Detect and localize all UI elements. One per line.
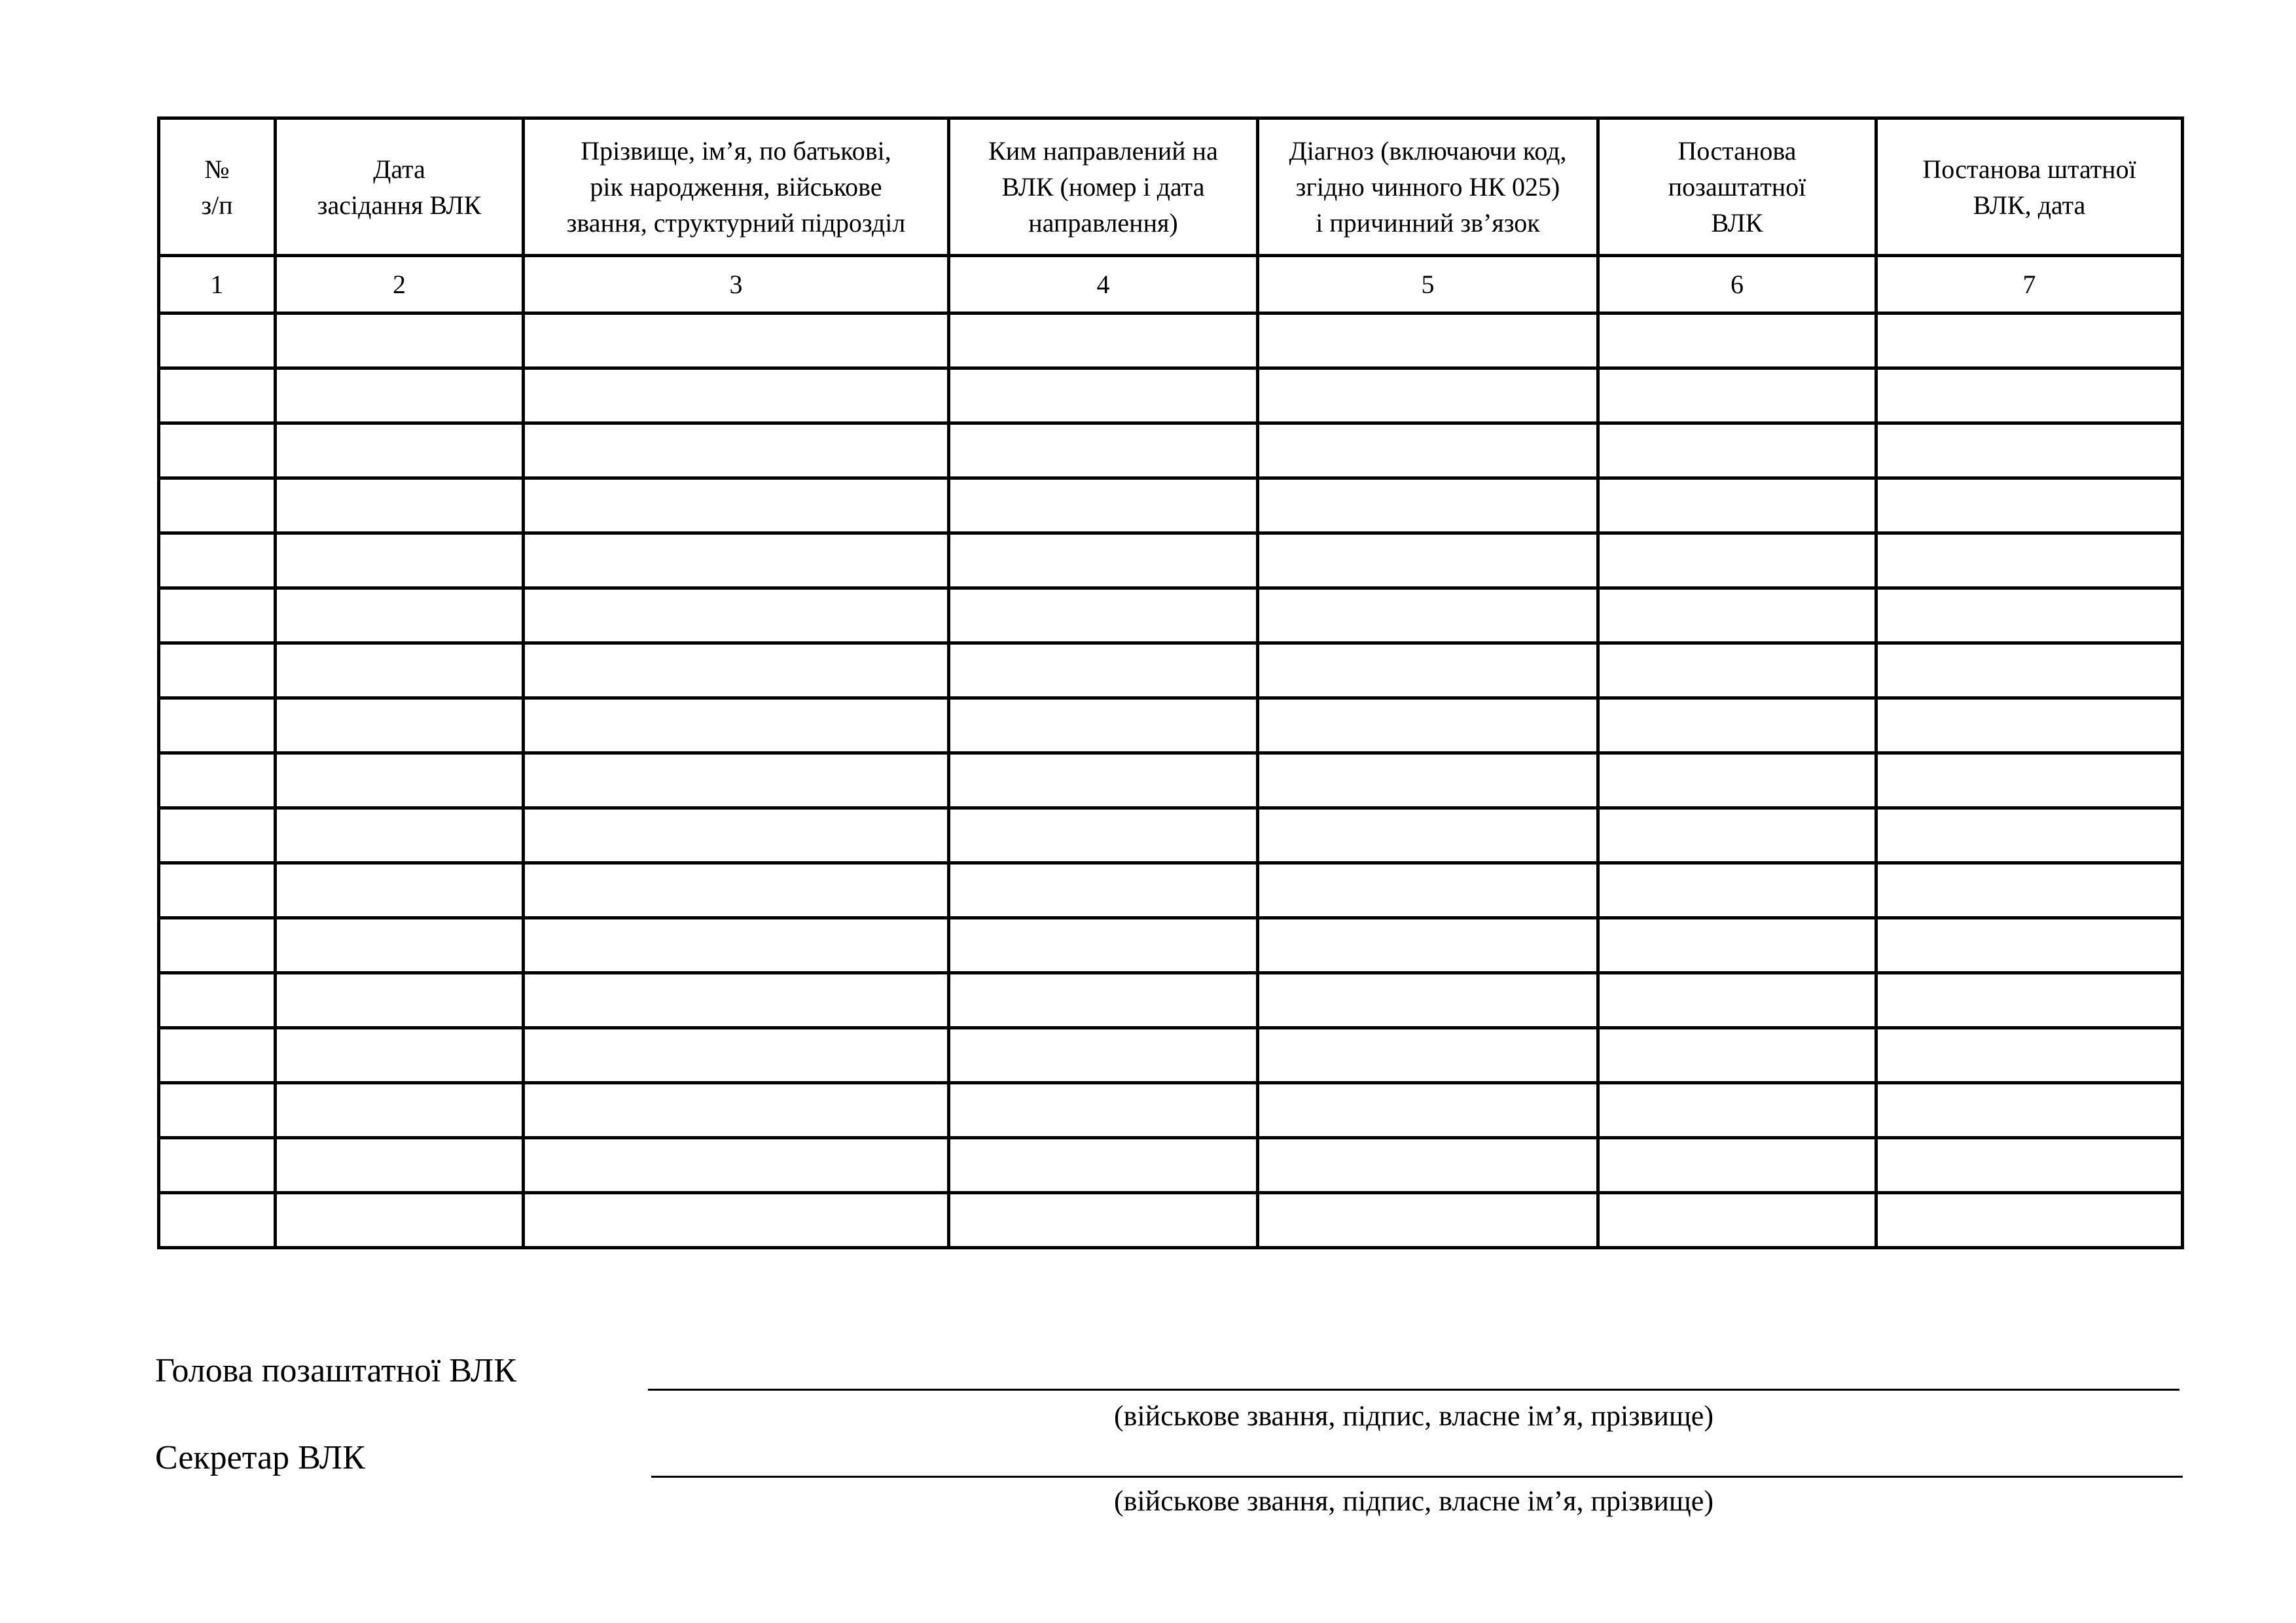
table-cell[interactable]	[1876, 368, 2183, 423]
table-cell[interactable]	[1598, 533, 1876, 588]
header-cell-diagnosis	[1258, 118, 1598, 256]
table-cell[interactable]	[524, 1138, 949, 1193]
header-cell-session-date	[276, 118, 524, 256]
table-cell[interactable]	[1258, 973, 1598, 1028]
table-row	[159, 918, 2183, 973]
table-cell[interactable]	[1876, 973, 2183, 1028]
table-cell[interactable]	[1598, 313, 1876, 368]
column-number-cell: 4	[949, 256, 1258, 313]
column-number-cell: 6	[1598, 256, 1876, 313]
header-line: ВЛК (номер і дата	[1001, 172, 1205, 202]
table-cell[interactable]	[1258, 753, 1598, 808]
table-cell[interactable]	[1258, 808, 1598, 863]
table-cell[interactable]	[1598, 973, 1876, 1028]
table-cell[interactable]	[949, 918, 1258, 973]
table-cell[interactable]	[1598, 808, 1876, 863]
table-cell[interactable]	[524, 863, 949, 918]
table-cell[interactable]	[276, 1083, 524, 1138]
header-line: ВЛК	[1711, 208, 1763, 238]
table-cell[interactable]	[159, 533, 276, 588]
table-cell[interactable]	[1876, 1028, 2183, 1083]
table-row	[159, 533, 2183, 588]
column-number-cell: 5	[1258, 256, 1598, 313]
table-cell[interactable]	[1258, 313, 1598, 368]
table-cell[interactable]	[949, 863, 1258, 918]
table-cell[interactable]	[1258, 368, 1598, 423]
table-row	[159, 1193, 2183, 1248]
table-cell[interactable]	[1598, 478, 1876, 533]
table-cell[interactable]	[1876, 313, 2183, 368]
table-cell[interactable]	[1258, 1028, 1598, 1083]
journal-table	[157, 116, 2184, 1249]
table-cell[interactable]	[524, 808, 949, 863]
table-row	[159, 1083, 2183, 1138]
table-row	[159, 1138, 2183, 1193]
table-cell[interactable]	[1598, 1083, 1876, 1138]
table-cell[interactable]	[276, 533, 524, 588]
header-line: позаштатної	[1668, 172, 1806, 202]
table-cell[interactable]	[276, 698, 524, 753]
table-row	[159, 753, 2183, 808]
table-cell[interactable]	[949, 313, 1258, 368]
table-cell[interactable]	[1598, 918, 1876, 973]
table-cell[interactable]	[949, 368, 1258, 423]
header-cell-freelance-decision	[1598, 118, 1876, 256]
table-cell[interactable]	[159, 698, 276, 753]
table-cell[interactable]	[276, 863, 524, 918]
table-cell[interactable]	[276, 478, 524, 533]
table-cell[interactable]	[1876, 1138, 2183, 1193]
table-row	[159, 863, 2183, 918]
header-row	[159, 118, 2183, 256]
table-cell[interactable]	[1876, 423, 2183, 478]
header-line: Діагноз (включаючи код,	[1289, 136, 1567, 166]
table-cell[interactable]	[1876, 863, 2183, 918]
table-cell[interactable]	[1876, 533, 2183, 588]
table-cell[interactable]	[159, 588, 276, 643]
table-cell[interactable]	[276, 1138, 524, 1193]
table-cell[interactable]	[1598, 1193, 1876, 1248]
table-cell[interactable]	[276, 313, 524, 368]
header-line: рік народження, військове	[590, 172, 882, 202]
table-cell[interactable]	[276, 588, 524, 643]
header-line: засідання ВЛК	[317, 190, 482, 220]
table-cell[interactable]	[1876, 1193, 2183, 1248]
table-cell[interactable]	[1598, 368, 1876, 423]
table-cell[interactable]	[159, 1193, 276, 1248]
table-row	[159, 1028, 2183, 1083]
table-cell[interactable]	[1258, 478, 1598, 533]
table-cell[interactable]	[159, 478, 276, 533]
table-cell[interactable]	[1598, 1028, 1876, 1083]
header-line: звання, структурний підрозділ	[566, 208, 906, 238]
header-line: №	[204, 154, 230, 184]
table-cell[interactable]	[1598, 423, 1876, 478]
table-row	[159, 313, 2183, 368]
table-cell[interactable]	[1258, 1193, 1598, 1248]
column-number-cell: 1	[159, 256, 276, 313]
table-row	[159, 808, 2183, 863]
table-cell[interactable]	[949, 698, 1258, 753]
header-line: з/п	[201, 190, 233, 220]
table-row	[159, 478, 2183, 533]
table-cell[interactable]	[524, 698, 949, 753]
table-cell[interactable]	[276, 423, 524, 478]
table-cell[interactable]	[276, 368, 524, 423]
table-cell[interactable]	[276, 973, 524, 1028]
header-cell-person	[524, 118, 949, 256]
table-cell[interactable]	[949, 973, 1258, 1028]
secretary-signature-line[interactable]	[651, 1476, 2183, 1478]
table-row	[159, 588, 2183, 643]
table-cell[interactable]	[524, 973, 949, 1028]
table-cell[interactable]	[1876, 588, 2183, 643]
table-cell[interactable]	[159, 918, 276, 973]
header-line: Постанова штатної	[1922, 154, 2136, 184]
header-line: і причинний зв’язок	[1316, 208, 1540, 238]
table-cell[interactable]	[524, 1083, 949, 1138]
table-cell[interactable]	[524, 1028, 949, 1083]
table-cell[interactable]	[949, 1083, 1258, 1138]
table-cell[interactable]	[159, 1138, 276, 1193]
table-cell[interactable]	[949, 478, 1258, 533]
table-row	[159, 643, 2183, 698]
table-cell[interactable]	[1258, 588, 1598, 643]
table-cell[interactable]	[1876, 698, 2183, 753]
table-cell[interactable]	[159, 808, 276, 863]
header-line: Дата	[373, 154, 425, 184]
table-cell[interactable]	[1598, 698, 1876, 753]
table-cell[interactable]	[159, 368, 276, 423]
table-cell[interactable]	[159, 423, 276, 478]
table-cell[interactable]	[524, 368, 949, 423]
table-cell[interactable]	[1876, 918, 2183, 973]
table-cell[interactable]	[276, 918, 524, 973]
table-cell[interactable]	[159, 753, 276, 808]
header-cell-referred-by	[949, 118, 1258, 256]
table-cell[interactable]	[159, 973, 276, 1028]
table-cell[interactable]	[524, 588, 949, 643]
column-number-cell: 3	[524, 256, 949, 313]
table-cell[interactable]	[159, 1028, 276, 1083]
table-cell[interactable]	[1258, 918, 1598, 973]
table-cell[interactable]	[949, 1138, 1258, 1193]
table-cell[interactable]	[159, 313, 276, 368]
table-cell[interactable]	[1258, 1138, 1598, 1193]
table-cell[interactable]	[1258, 698, 1598, 753]
table-cell[interactable]	[159, 1083, 276, 1138]
secretary-label: Секретар ВЛК	[155, 1439, 365, 1476]
header-line: Прізвище, ім’я, по батькові,	[581, 136, 891, 166]
table-cell[interactable]	[1876, 1083, 2183, 1138]
table-cell[interactable]	[1598, 588, 1876, 643]
header-cell-number	[159, 118, 276, 256]
table-row	[159, 423, 2183, 478]
table-cell[interactable]	[524, 753, 949, 808]
table-cell[interactable]	[949, 1028, 1258, 1083]
table-cell[interactable]	[276, 753, 524, 808]
table-cell[interactable]	[1258, 643, 1598, 698]
table-cell[interactable]	[1876, 808, 2183, 863]
table-cell[interactable]	[1598, 1138, 1876, 1193]
table-cell[interactable]	[1598, 863, 1876, 918]
header-line: направлення)	[1028, 208, 1178, 238]
table-cell[interactable]	[524, 423, 949, 478]
table-cell[interactable]	[949, 423, 1258, 478]
table-cell[interactable]	[524, 478, 949, 533]
table-cell[interactable]	[1876, 753, 2183, 808]
table-cell[interactable]	[524, 918, 949, 973]
secretary-signature-hint: (військове звання, підпис, власне ім’я, прізвище)	[1114, 1485, 1713, 1517]
table-cell[interactable]	[1876, 643, 2183, 698]
table-row	[159, 973, 2183, 1028]
table-cell[interactable]	[524, 533, 949, 588]
table-row	[159, 698, 2183, 753]
table-cell[interactable]	[159, 863, 276, 918]
table-cell[interactable]	[1598, 753, 1876, 808]
table-cell[interactable]	[949, 1193, 1258, 1248]
chairman-signature-line[interactable]	[648, 1389, 2179, 1391]
table-cell[interactable]	[276, 643, 524, 698]
table-cell[interactable]	[1258, 423, 1598, 478]
table-cell[interactable]	[949, 533, 1258, 588]
table-cell[interactable]	[949, 808, 1258, 863]
column-number-row	[159, 256, 2183, 313]
header-line: Ким направлений на	[988, 136, 1218, 166]
chairman-signature-hint: (військове звання, підпис, власне ім’я, прізвище)	[1114, 1400, 1713, 1432]
table-cell[interactable]	[1598, 643, 1876, 698]
table-cell[interactable]	[1258, 533, 1598, 588]
table-cell[interactable]	[276, 1028, 524, 1083]
table-cell[interactable]	[1258, 863, 1598, 918]
column-number-cell: 7	[1876, 256, 2183, 313]
header-line: згідно чинного НК 025)	[1295, 172, 1560, 202]
table-cell[interactable]	[1876, 478, 2183, 533]
column-number-cell: 2	[276, 256, 524, 313]
table-cell[interactable]	[524, 313, 949, 368]
table-cell[interactable]	[524, 643, 949, 698]
table-cell[interactable]	[276, 1193, 524, 1248]
table-cell[interactable]	[1258, 1083, 1598, 1138]
table-cell[interactable]	[276, 808, 524, 863]
table-row	[159, 368, 2183, 423]
header-cell-staff-decision	[1876, 118, 2183, 256]
table-cell[interactable]	[949, 588, 1258, 643]
table-cell[interactable]	[159, 643, 276, 698]
chairman-label: Голова позаштатної ВЛК	[155, 1352, 516, 1389]
header-line: Постанова	[1677, 136, 1797, 166]
table-cell[interactable]	[949, 643, 1258, 698]
table-cell[interactable]	[949, 753, 1258, 808]
header-line: ВЛК, дата	[1973, 190, 2086, 220]
table-cell[interactable]	[524, 1193, 949, 1248]
